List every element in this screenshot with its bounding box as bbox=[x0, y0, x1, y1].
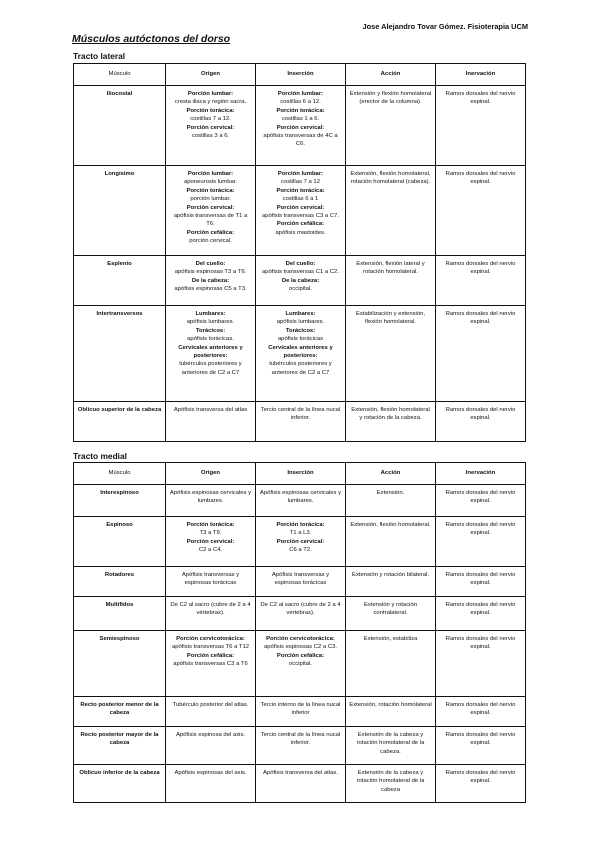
medial-table bbox=[73, 462, 526, 803]
origin-part-label: Porción torácica: bbox=[186, 107, 235, 114]
table-header-row bbox=[74, 64, 526, 86]
muscle-name: Esplenio bbox=[74, 256, 166, 306]
origin-part-text: cresta iliaca y región sacra. bbox=[174, 99, 247, 106]
insertion-part-text: Apófisis transversas y espinosas torácicas bbox=[271, 572, 330, 587]
origin-part-text: porción lumbar. bbox=[190, 196, 231, 203]
muscle-name: Multífidos bbox=[74, 597, 166, 631]
muscle-origin bbox=[166, 697, 256, 727]
origin-part-text: C2 a C4. bbox=[198, 547, 223, 554]
table-row bbox=[74, 727, 526, 765]
muscle-origin bbox=[166, 86, 256, 166]
origin-part-text: apófisis transversas C3 a T6 bbox=[173, 661, 248, 668]
section-title-medial: Tracto medial bbox=[73, 451, 127, 461]
table-row bbox=[74, 765, 526, 803]
muscle-action: Extensión, flexión homolateral, rotación homolateral (cabeza). bbox=[346, 166, 436, 256]
muscle-origin bbox=[166, 727, 256, 765]
muscle-innervation: Ramos dorsales del nervio espinal. bbox=[436, 256, 526, 306]
origin-part-text: De C2 al sacro (cubre de 2 a 4 vértebras). bbox=[170, 602, 251, 617]
muscle-innervation: Ramos dorsales del nervio espinal. bbox=[436, 517, 526, 567]
muscle-origin bbox=[166, 402, 256, 442]
insertion-part-text: apófisis torácicas bbox=[277, 336, 324, 343]
origin-part-text: Apófisis transversa del atlas bbox=[173, 407, 248, 413]
insertion-part-label: Porción cervical: bbox=[276, 124, 325, 131]
muscle-action: Extensión, rotación homolateral bbox=[346, 697, 436, 727]
insertion-part-text: costillas 6 a 12. bbox=[280, 99, 321, 106]
insertion-part-label: Porción cervical: bbox=[276, 204, 325, 211]
header-muscle: Músculo bbox=[74, 463, 166, 485]
muscle-insertion bbox=[256, 86, 346, 166]
origin-part-text: costillas 7 a 12. bbox=[190, 116, 231, 123]
origin-part-label: Porción lumbar: bbox=[187, 91, 234, 97]
insertion-part-text: occipital. bbox=[289, 661, 312, 668]
muscle-insertion bbox=[256, 697, 346, 727]
muscle-action: Extensión de la cabeza y rotación homolateral de la cabeza. bbox=[346, 727, 436, 765]
insertion-part-label: Porción lumbar: bbox=[277, 91, 324, 97]
origin-part-label: Porción cervical: bbox=[186, 204, 235, 211]
muscle-name: Recto posterior menor de la cabeza bbox=[74, 697, 166, 727]
insertion-part-text: De C2 al sacro (cubre de 2 a 4 vértebras). bbox=[260, 602, 341, 617]
insertion-part-text: Tercio central de la línea nucal inferior. bbox=[260, 407, 341, 422]
muscle-insertion bbox=[256, 402, 346, 442]
insertion-part-label: Porción torácica: bbox=[276, 187, 325, 194]
table-row bbox=[74, 597, 526, 631]
muscle-name: Oblicuo inferior de la cabeza bbox=[74, 765, 166, 803]
insertion-part-text: costillas 6 a 1 bbox=[282, 196, 319, 203]
insertion-part-label: Porción torácica: bbox=[276, 522, 325, 528]
origin-part-label: Del cuello: bbox=[195, 261, 226, 267]
origin-part-text: costillas 3 a 6. bbox=[191, 132, 230, 139]
header-origin: Origen bbox=[166, 64, 256, 86]
muscle-insertion bbox=[256, 727, 346, 765]
muscle-action: Extensión de la cabeza y rotación homolateral de la cabeza bbox=[346, 765, 436, 803]
muscle-origin bbox=[166, 306, 256, 402]
header-origin: Origen bbox=[166, 463, 256, 485]
muscle-origin bbox=[166, 597, 256, 631]
insertion-part-text: apófisis transversas C3 a C7. bbox=[262, 212, 339, 219]
origin-part-text: tubérculos posteriores y anteriores de C2 a C7 bbox=[179, 361, 242, 376]
muscle-innervation: Ramos dorsales del nervio espinal. bbox=[436, 86, 526, 166]
muscle-action: Extensión, flexión homolateral. bbox=[346, 517, 436, 567]
insertion-part-text: Tercio central de la línea nucal inferior. bbox=[260, 732, 341, 747]
insertion-part-text: apófisis lumbares. bbox=[276, 319, 325, 326]
insertion-part-text: Apófisis espinosas cervicales y lumbares. bbox=[259, 490, 342, 505]
muscle-innervation: Ramos dorsales del nervio espinal. bbox=[436, 697, 526, 727]
table-row bbox=[74, 256, 526, 306]
insertion-part-label: Cervicales anteriores y posteriores: bbox=[268, 344, 333, 359]
origin-part-label: Porción cervical: bbox=[186, 538, 235, 545]
muscle-innervation: Ramos dorsales del nervio espinal. bbox=[436, 485, 526, 517]
header-insertion: Inserción bbox=[256, 463, 346, 485]
muscle-action: Extensión y rotación contralateral. bbox=[346, 597, 436, 631]
muscle-action: Extensión, flexión homolateral y rotación de la cabeza. bbox=[346, 402, 436, 442]
table-row bbox=[74, 631, 526, 697]
muscle-action: Extensión y flexión homolateral (erector de la columna). bbox=[346, 86, 436, 166]
muscle-name: Espinoso bbox=[74, 517, 166, 567]
origin-part-text: apófisis espinosas T3 a T6. bbox=[174, 269, 247, 276]
header-insertion: Inserción bbox=[256, 64, 346, 86]
origin-part-label: Porción cefálica: bbox=[186, 229, 235, 236]
muscle-action: Estabilización y extensión, flexión homolateral. bbox=[346, 306, 436, 402]
origin-part-text: apófisis torácicas. bbox=[187, 336, 234, 343]
document-title: Músculos autóctonos del dorso bbox=[72, 33, 231, 45]
origin-part-label: Porción cefálica: bbox=[186, 652, 235, 659]
muscle-origin bbox=[166, 517, 256, 567]
header-innervation: Inervación bbox=[436, 64, 526, 86]
table-row bbox=[74, 306, 526, 402]
muscle-innervation: Ramos dorsales del nervio espinal. bbox=[436, 567, 526, 597]
origin-part-text: Apófisis espinosas cervicales y lumbares. bbox=[169, 490, 252, 505]
muscle-origin bbox=[166, 256, 256, 306]
section-title-lateral: Tracto lateral bbox=[73, 51, 126, 61]
table-row bbox=[74, 697, 526, 727]
muscle-action: Extensión, estabiliza bbox=[346, 631, 436, 697]
muscle-innervation: Ramos dorsales del nervio espinal. bbox=[436, 597, 526, 631]
insertion-part-label: Porción cefálica: bbox=[276, 221, 325, 228]
muscle-name: Semiespinoso bbox=[74, 631, 166, 697]
table-row bbox=[74, 567, 526, 597]
table-row bbox=[74, 485, 526, 517]
muscle-name: Longísimo bbox=[74, 166, 166, 256]
origin-part-text: apófisis transversas T6 a T12 bbox=[171, 644, 250, 651]
origin-part-text: aponeurosis lumbar. bbox=[183, 179, 238, 186]
muscle-name: Rotadores bbox=[74, 567, 166, 597]
muscle-action: Extensión, flexión lateral y rotación homolateral. bbox=[346, 256, 436, 306]
origin-part-text: T3 a T9. bbox=[199, 530, 222, 537]
insertion-part-text: tubérculos posteriores y anteriores de C2 a C7 bbox=[269, 361, 332, 376]
muscle-action: Extensión y rotación bilateral. bbox=[346, 567, 436, 597]
muscle-innervation: Ramos dorsales del nervio espinal. bbox=[436, 402, 526, 442]
header-action: Acción bbox=[346, 64, 436, 86]
insertion-part-label: De la cabeza: bbox=[281, 277, 320, 284]
origin-part-text: apófisis transversas de T1 a T6. bbox=[173, 212, 248, 228]
muscle-insertion bbox=[256, 166, 346, 256]
insertion-part-text: occipital. bbox=[289, 286, 312, 293]
table-row bbox=[74, 402, 526, 442]
origin-part-text: Apófisis espinosa del axis. bbox=[175, 732, 246, 738]
insertion-part-text: T1 a L3. bbox=[289, 530, 312, 537]
insertion-part-label: Lumbares: bbox=[285, 311, 316, 317]
insertion-part-text: costillas 1 a 6. bbox=[281, 116, 320, 123]
muscle-insertion bbox=[256, 631, 346, 697]
insertion-part-text: C6 a T2. bbox=[289, 547, 312, 554]
author-line: Jose Alejandro Tovar Gómez. Fisioterapia UCM bbox=[362, 22, 528, 31]
insertion-part-text: apófisis transversas de 4C a C6. bbox=[263, 132, 338, 148]
muscle-name: Iliocostal bbox=[74, 86, 166, 166]
muscle-insertion bbox=[256, 765, 346, 803]
origin-part-label: Porción lumbar: bbox=[187, 171, 234, 177]
insertion-part-text: costillas 7 a 12 bbox=[281, 179, 320, 186]
insertion-part-label: Porción lumbar: bbox=[277, 171, 324, 177]
origin-part-text: porción cervical. bbox=[189, 238, 232, 244]
muscle-action: Extensión. bbox=[346, 485, 436, 517]
muscle-insertion bbox=[256, 597, 346, 631]
origin-part-text: Tubérculo posterior del atlas. bbox=[172, 702, 249, 708]
insertion-part-label: Porción cervical: bbox=[276, 538, 325, 545]
muscle-insertion bbox=[256, 567, 346, 597]
muscle-insertion bbox=[256, 306, 346, 402]
lateral-table bbox=[73, 63, 526, 442]
insertion-part-label: Porción cervicotorácica: bbox=[266, 636, 335, 642]
insertion-part-text: Apófisis transversa del atlas. bbox=[263, 770, 338, 776]
origin-part-label: Porción torácica: bbox=[186, 522, 235, 528]
table-row bbox=[74, 166, 526, 256]
origin-part-label: Porción cervical: bbox=[186, 124, 235, 131]
muscle-innervation: Ramos dorsales del nervio espinal. bbox=[436, 727, 526, 765]
insertion-part-text: apófisis espinosas C2 a C3. bbox=[263, 644, 338, 651]
muscle-innervation: Ramos dorsales del nervio espinal. bbox=[436, 306, 526, 402]
muscle-innervation: Ramos dorsales del nervio espinal. bbox=[436, 631, 526, 697]
muscle-name: Recto posterior mayor de la cabeza bbox=[74, 727, 166, 765]
muscle-innervation: Ramos dorsales del nervio espinal. bbox=[436, 166, 526, 256]
muscle-name: Intertransversos bbox=[74, 306, 166, 402]
muscle-origin bbox=[166, 631, 256, 697]
table-header-row bbox=[74, 463, 526, 485]
origin-part-label: Cervicales anteriores y posteriores: bbox=[178, 344, 243, 359]
header-action: Acción bbox=[346, 463, 436, 485]
origin-part-label: Porción cervicotorácica: bbox=[176, 636, 245, 642]
origin-part-text: Apófisis espinosas del axis. bbox=[174, 770, 247, 776]
insertion-part-label: Porción torácica: bbox=[276, 107, 325, 114]
origin-part-text: apófisis lumbares. bbox=[186, 319, 235, 326]
muscle-insertion bbox=[256, 256, 346, 306]
insertion-part-label: Del cuello: bbox=[285, 261, 316, 267]
table-row bbox=[74, 86, 526, 166]
muscle-origin bbox=[166, 485, 256, 517]
header-muscle: Músculo bbox=[74, 64, 166, 86]
header-innervation: Inervación bbox=[436, 463, 526, 485]
table-row bbox=[74, 517, 526, 567]
origin-part-text: Apófisis transversas y espinosas torácicas bbox=[181, 572, 240, 587]
origin-part-label: Lumbares: bbox=[195, 311, 226, 317]
insertion-part-text: Tercio interno de la línea nucal inferior bbox=[260, 702, 341, 717]
muscle-name: Interespinoso bbox=[74, 485, 166, 517]
insertion-part-text: apófisis transversas C1 a C2. bbox=[262, 269, 339, 276]
origin-part-label: Porción torácica: bbox=[186, 187, 235, 194]
origin-part-label: De la cabeza: bbox=[191, 277, 230, 284]
muscle-origin bbox=[166, 166, 256, 256]
muscle-origin bbox=[166, 567, 256, 597]
muscle-innervation: Ramos dorsales del nervio espinal. bbox=[436, 765, 526, 803]
muscle-origin bbox=[166, 765, 256, 803]
insertion-part-label: Torácicos: bbox=[285, 327, 316, 334]
muscle-insertion bbox=[256, 517, 346, 567]
insertion-part-label: Porción cefálica: bbox=[276, 652, 325, 659]
insertion-part-text: apófisis mastoides. bbox=[275, 229, 326, 236]
muscle-name: Oblicuo superior de la cabeza bbox=[74, 402, 166, 442]
muscle-insertion bbox=[256, 485, 346, 517]
origin-part-text: apófisis espinosas C5 a T3. bbox=[174, 286, 247, 293]
origin-part-label: Torácicos: bbox=[195, 327, 226, 334]
